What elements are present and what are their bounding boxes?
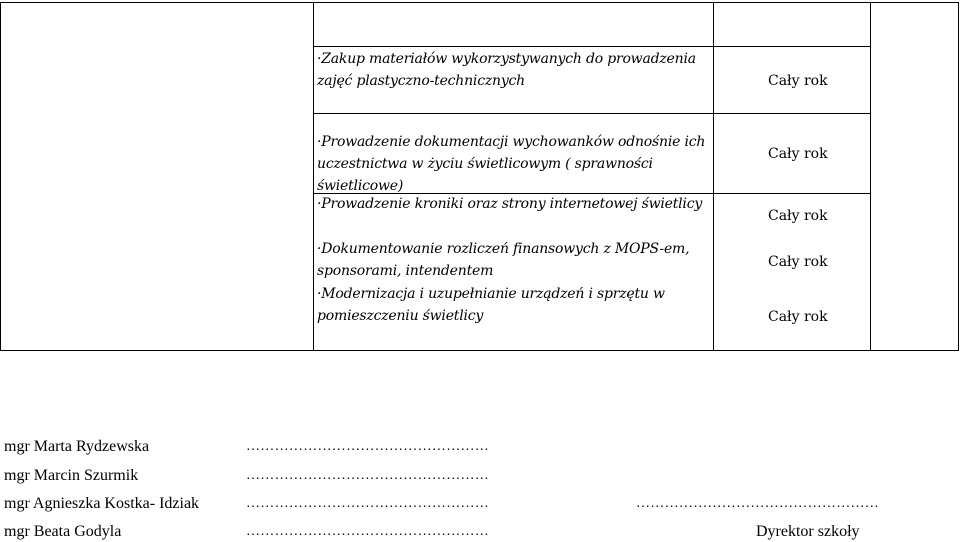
table-border-bottom [0,350,959,351]
signature-line: …………………………………………… [246,496,490,511]
task-text: ·Prowadzenie dokumentacji wychowanków odnośnie ich uczestnictwa w życiu świetlicowym ( sprawności świetlicowe) [317,134,706,194]
table-border-right [958,2,959,350]
task-period: Cały rok [768,73,828,89]
task-text: ·Zakup materiałów wykorzystywanych do prowadzenia zajęć plastyczno-technicznych [317,51,696,89]
signature-name: mgr Marcin Szurmik [4,467,139,484]
table-border-top [0,2,959,3]
task-text: ·Modernizacja i uzupełnianie urządzeń i sprzętu w pomieszczeniu świetlicy [317,286,665,324]
table-border-col2 [713,2,714,350]
signature-name: mgr Agnieszka Kostka- Idziak [4,495,200,512]
signature-line: …………………………………………… [246,524,490,539]
table-border-col3 [870,2,871,350]
table-border-col1 [313,2,314,350]
signature-line: …………………………………………… [246,468,490,483]
row-divider [313,113,871,114]
director-signature-line: …………………………………………… [636,496,880,511]
signature-name: mgr Marta Rydzewska [4,438,150,455]
director-title: Dyrektor szkoły [756,523,860,540]
signature-line: …………………………………………… [246,439,490,454]
task-period: Cały rok [768,146,828,162]
task-period: Cały rok [768,254,828,270]
task-period: Cały rok [768,309,828,325]
row-divider [313,46,871,47]
task-text: ·Prowadzenie kroniki oraz strony internetowej świetlicy [317,196,703,212]
table-border-left [0,2,1,350]
signature-name: mgr Beata Godyla [4,523,122,540]
task-period: Cały rok [768,208,828,224]
task-text: ·Dokumentowanie rozliczeń finansowych z MOPS-em, sponsorami, intendentem [317,241,690,279]
